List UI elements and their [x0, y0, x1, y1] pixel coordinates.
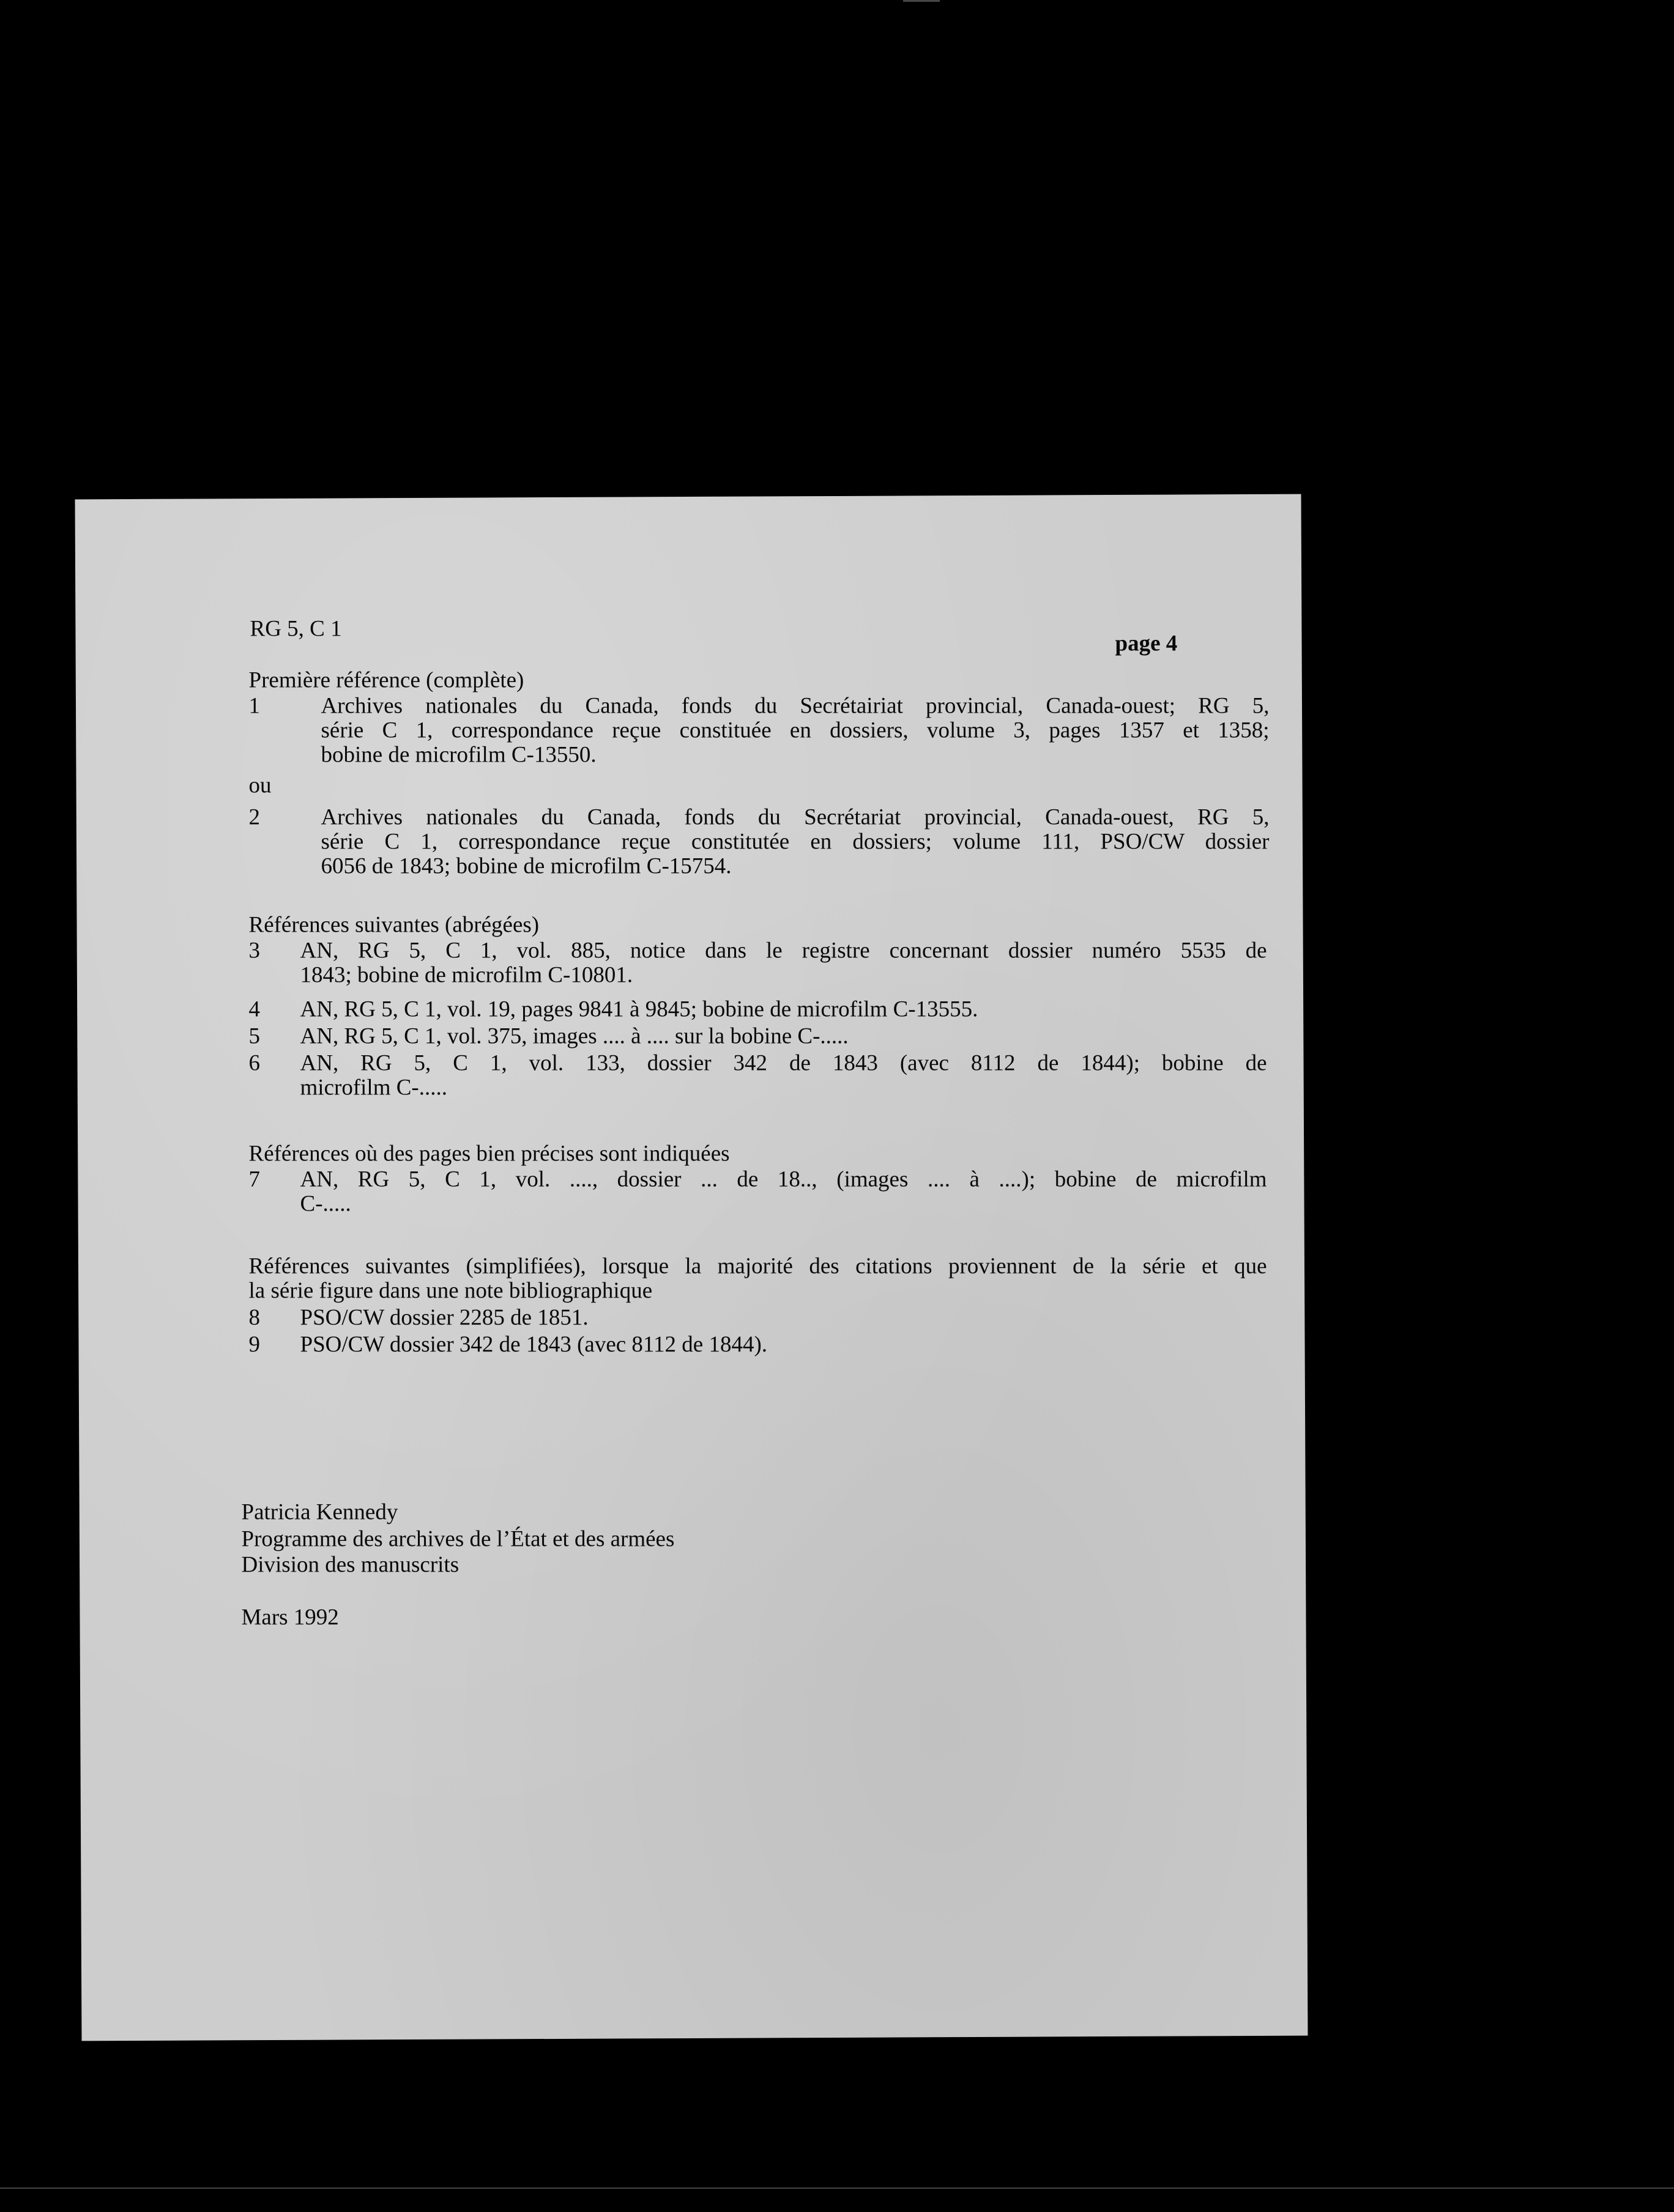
scan-line-artifact — [0, 2188, 1674, 2189]
footnote-number: 2 — [248, 804, 261, 830]
section-title-complete: Première référence (complète) — [248, 667, 524, 693]
footnote-line: PSO/CW dossier 2285 de 1851. — [300, 1305, 589, 1331]
document-date: Mars 1992 — [241, 1605, 339, 1630]
page-number: page 4 — [1115, 631, 1178, 656]
footnote-text — [300, 1305, 1267, 1330]
footnote-number: 4 — [248, 997, 261, 1022]
footnote-text — [300, 1024, 1267, 1048]
footnote-text — [300, 938, 1267, 987]
section-title-abridged: Références suivantes (abrégées) — [248, 912, 540, 938]
header-reference: RG 5, C 1 — [250, 616, 342, 642]
footnote-text — [300, 1051, 1267, 1100]
footnote-line: AN, RG 5, C 1, vol. 133, dossier 342 de 1843 (avec 8112 de 1844); bobine de — [300, 1050, 1267, 1076]
footnote-number: 7 — [248, 1167, 261, 1192]
footnote-line: bobine de microfilm C-13550. — [321, 742, 597, 768]
footnote-line: AN, RG 5, C 1, vol. 375, images .... à .... sur la bobine C-..... — [300, 1023, 849, 1049]
footnote-line: AN, RG 5, C 1, vol. 19, pages 9841 à 9845; bobine de microfilm C-13555. — [300, 997, 978, 1022]
footnote-number: 6 — [248, 1050, 261, 1076]
footnote-text — [300, 1167, 1267, 1216]
footnote-line: série C 1, correspondance reçue constitutée en dossiers; volume 111, PSO/CW dossier — [321, 829, 1270, 855]
footnote-number: 3 — [248, 938, 261, 963]
footnote-line: microfilm C-..... — [300, 1075, 447, 1100]
author-name: Patricia Kennedy — [241, 1499, 398, 1525]
footnote-text — [321, 694, 1270, 767]
footnote-line: Archives nationales du Canada, fonds du Secrétairiat provincial, Canada-ouest; RG 5, — [321, 693, 1270, 719]
footnote-line: 1843; bobine de microfilm C-10801. — [300, 962, 633, 988]
footnote-text — [300, 1332, 1267, 1357]
footnote-line: AN, RG 5, C 1, vol. ...., dossier ... de 18.., (images .... à ....); bobine de microfilm — [300, 1167, 1267, 1192]
author-program: Programme des archives de l’État et des armées — [241, 1526, 675, 1552]
scan-edge-artifact — [903, 0, 940, 2]
footnote-number: 1 — [248, 693, 261, 719]
section-title-line: la série figure dans une note bibliographique — [248, 1278, 653, 1304]
page-content — [75, 499, 1301, 2041]
footnote-line: AN, RG 5, C 1, vol. 885, notice dans le registre concernant dossier numéro 5535 de — [300, 938, 1267, 963]
footnote-line: série C 1, correspondance reçue constituée en dossiers, volume 3, pages 1357 et 1358; — [321, 718, 1270, 743]
section-title-line: Références suivantes (simplifiées), lorsque la majorité des citations proviennent de la série et que — [248, 1253, 1267, 1279]
footnote-number: 5 — [248, 1023, 261, 1049]
footnote-line: 6056 de 1843; bobine de microfilm C-15754. — [321, 853, 732, 879]
or-separator: ou — [248, 773, 272, 798]
footnote-text — [321, 805, 1270, 878]
footnote-line: PSO/CW dossier 342 de 1843 (avec 8112 de 1844). — [300, 1332, 768, 1357]
footnote-number: 8 — [248, 1305, 261, 1331]
author-division: Division des manuscrits — [241, 1552, 459, 1578]
scanned-page — [75, 494, 1308, 2041]
section-title-simplified — [249, 1254, 1267, 1303]
footnote-number: 9 — [248, 1332, 261, 1357]
section-title-pages: Références où des pages bien précises sont indiquées — [248, 1141, 730, 1167]
footnote-line: Archives nationales du Canada, fonds du Secrétariat provincial, Canada-ouest, RG 5, — [321, 804, 1270, 830]
footnote-text — [300, 997, 1267, 1022]
footnote-line: C-..... — [300, 1191, 351, 1217]
